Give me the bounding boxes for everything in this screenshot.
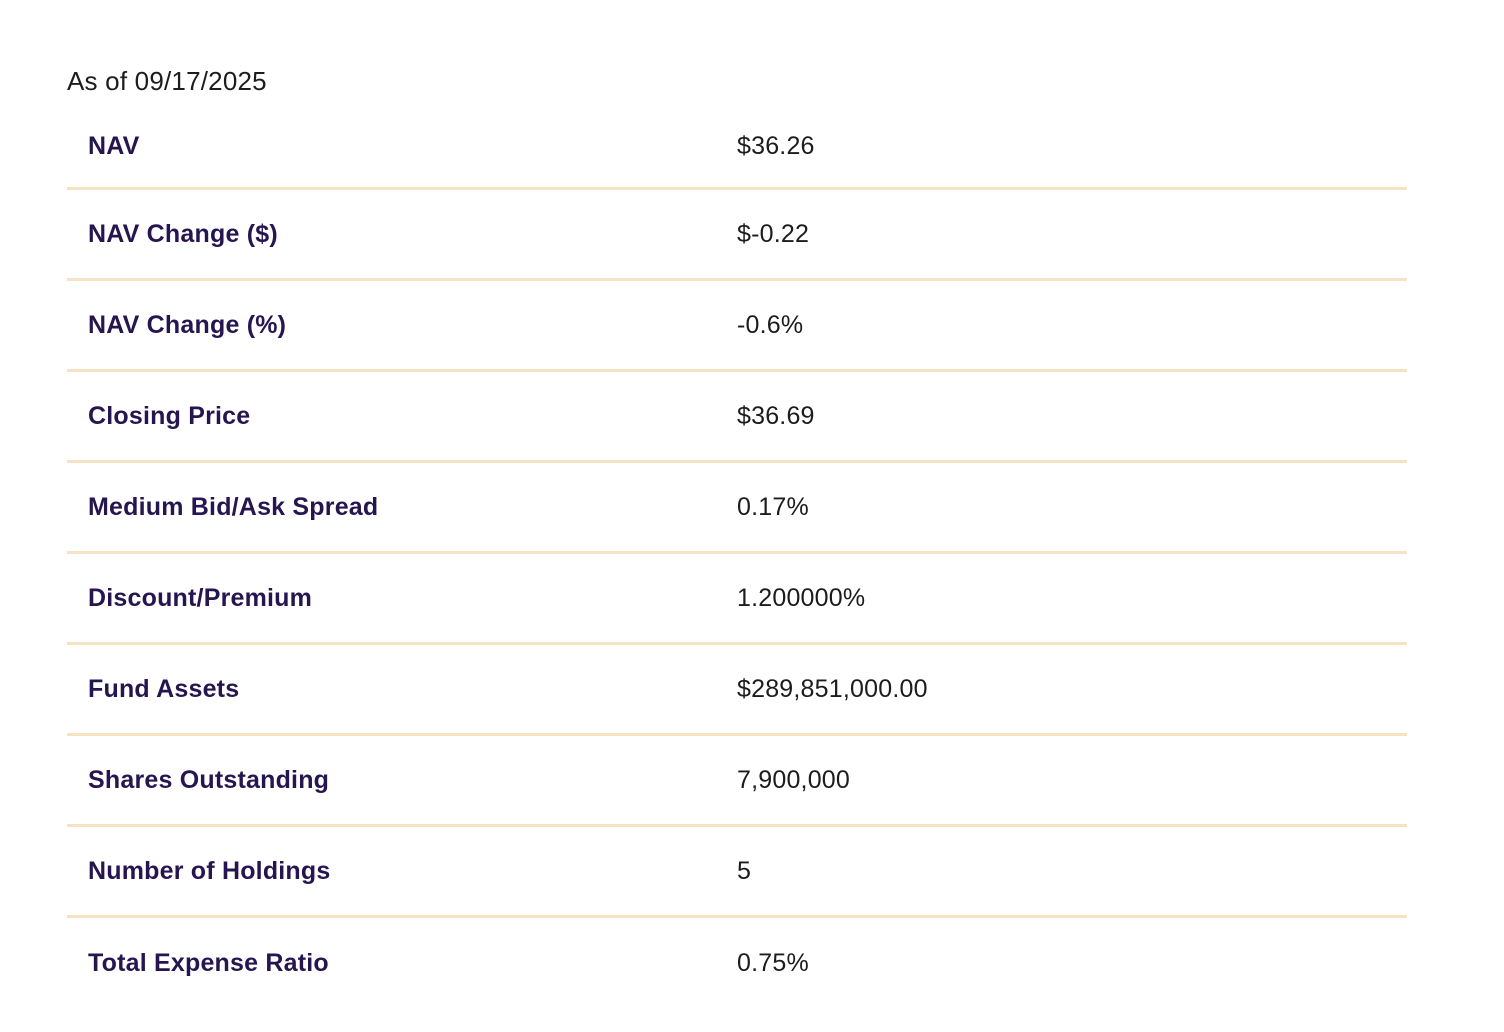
table-row-discount-premium — [67, 554, 1407, 645]
row-value: $36.69 — [737, 401, 815, 430]
row-label: Discount/Premium — [88, 583, 313, 612]
row-value: 0.75% — [737, 949, 809, 977]
row-label: NAV Change ($) — [88, 219, 278, 248]
fund-stats-table — [67, 105, 1407, 1009]
table-row-fund-assets — [67, 645, 1407, 736]
row-label: NAV Change (%) — [88, 310, 287, 339]
row-value: $289,851,000.00 — [737, 674, 928, 703]
row-label: Number of Holdings — [88, 856, 331, 885]
row-value: $36.26 — [737, 131, 815, 160]
row-label: Total Expense Ratio — [88, 949, 329, 977]
row-label: Shares Outstanding — [88, 765, 330, 794]
row-value: 7,900,000 — [737, 765, 851, 794]
as-of-date: As of 09/17/2025 — [67, 66, 267, 96]
row-value: -0.6% — [737, 310, 804, 339]
table-row-nav-change-dollar — [67, 190, 1407, 281]
row-value: 5 — [737, 856, 752, 885]
row-value: $-0.22 — [737, 219, 810, 248]
row-label: Medium Bid/Ask Spread — [88, 492, 379, 521]
table-row-number-of-holdings — [67, 827, 1407, 918]
row-label: Fund Assets — [88, 674, 240, 703]
table-row-closing-price — [67, 372, 1407, 463]
row-label: Closing Price — [88, 401, 251, 430]
row-value: 1.200000% — [737, 583, 866, 612]
row-label: NAV — [88, 131, 140, 160]
table-row-bid-ask-spread — [67, 463, 1407, 554]
table-row-shares-outstanding — [67, 736, 1407, 827]
table-row-nav-change-percent — [67, 281, 1407, 372]
table-row-total-expense-ratio — [67, 918, 1407, 1009]
row-value: 0.17% — [737, 492, 809, 521]
table-row-nav — [67, 105, 1407, 190]
